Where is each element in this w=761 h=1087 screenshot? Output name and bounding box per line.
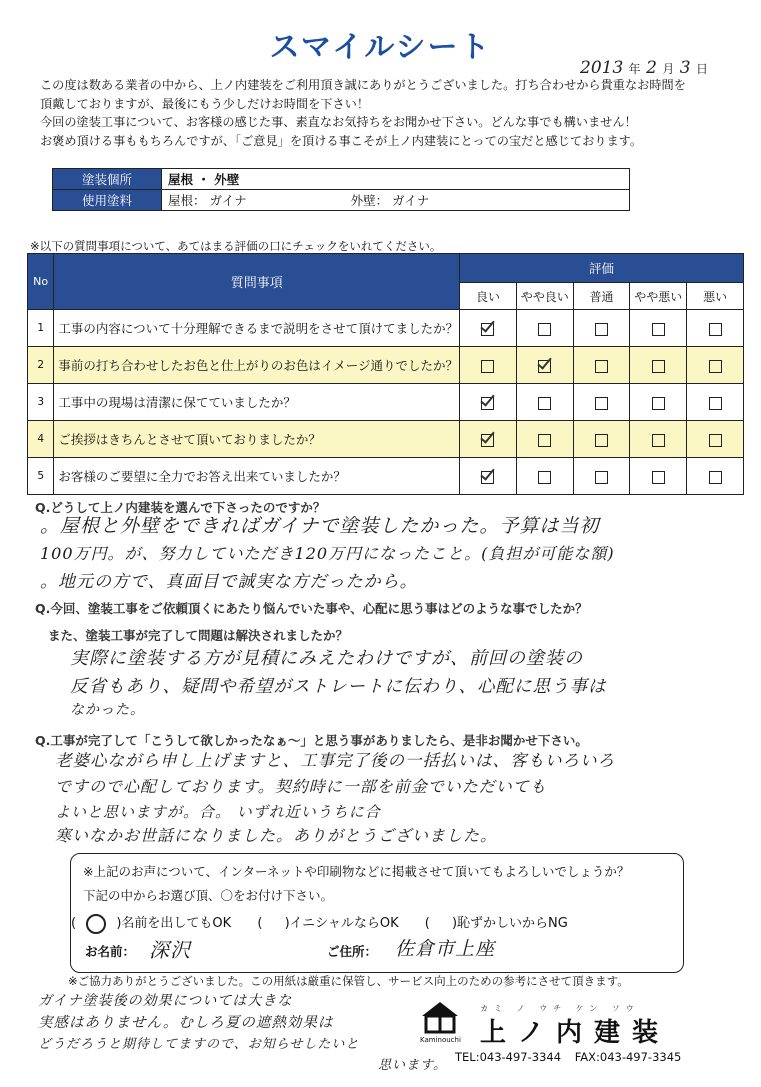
checkbox[interactable] [538, 434, 551, 447]
checkbox[interactable] [481, 471, 494, 484]
extra-comment: ガイナ塗装後の効果については大きな 実感はありません。むしろ夏の遮熱効果は どうだろうと期待してますので、お知らせしたいと 思います。 [38, 993, 447, 1073]
checkbox[interactable] [595, 323, 608, 336]
footer-note: ※ご協力ありがとうございました。この用紙は厳重に保管し、サービス向上のための参考にさせて頂きます。 [68, 974, 629, 988]
checkbox[interactable] [538, 397, 551, 410]
paint-label: 使用塗料 [53, 190, 162, 211]
rating-fair-good: やや良い [516, 283, 573, 310]
tel: TEL:043-497-3344 [455, 1050, 562, 1064]
checkbox[interactable] [538, 323, 551, 336]
checkbox[interactable] [709, 434, 722, 447]
checkbox[interactable] [709, 397, 722, 410]
checkbox[interactable] [481, 397, 494, 410]
checkbox[interactable] [538, 471, 551, 484]
rating-normal: 普通 [573, 283, 630, 310]
sheet-title: スマイルシート [269, 30, 492, 65]
q3-answer: 老婆心ながら申し上げますと、工事完了後の一括払いは、客もいろいろ ですので心配しております。契約時に一部を前金でいただいても よいと思いますが。合。 いずれ近いうちに合 寒いなかお世話になりました。ありがとうございました。 [55, 751, 615, 845]
table-row: 4 ご挨拶はきちんとさせて頂いておりましたか？ [28, 421, 744, 458]
contact-info [455, 1050, 681, 1064]
area-value: 屋根 ・ 外壁 [162, 169, 630, 190]
house-mark-icon [420, 1000, 460, 1034]
date: 2013 年 2 月 3 日 [580, 58, 708, 78]
checkbox[interactable] [652, 471, 665, 484]
check-note: ※以下の質問事項について、あてはまる評価の口にチェックをいれてください。 [30, 239, 442, 253]
q1-answer: 。屋根と外壁をできればガイナで塗装したかった。予算は当初 100万円。が、努力していただき120万円になったこと。(負担が可能な額) 。地元の方で、真面目で誠実な方だったから。 [40, 515, 615, 592]
checkbox[interactable] [481, 360, 494, 373]
q2-label: Q.今回、塗装工事をご依頼頂くにあたり悩んでいた事や、心配に思う事はどのような事でしたか？ [35, 601, 588, 616]
checkbox[interactable] [652, 360, 665, 373]
checkbox[interactable] [709, 323, 722, 336]
selected-circle-mark [86, 914, 106, 934]
checkbox[interactable] [652, 434, 665, 447]
consent-question: ※上記のお声について、インターネットや印刷物などに掲載させて頂いてもよろしいでしょうか？ [83, 864, 630, 879]
option-ng[interactable]: )恥ずかしいからNG [451, 916, 568, 931]
checkbox[interactable] [481, 434, 494, 447]
address-label: ご住所： [327, 944, 378, 959]
table-row: 5 お客様のご要望に全力でお答え出来ていましたか？ [28, 458, 744, 495]
q2-answer: 実際に塗装する方が見積にみえたわけですが、前回の塗装の 反省もあり、疑問や希望がストレートに伝わり、心配に思う事は なかった。 [70, 648, 607, 718]
fax: FAX:043-497-3345 [574, 1050, 682, 1064]
checkbox[interactable] [709, 360, 722, 373]
no-header: No [28, 254, 54, 310]
rating-good: 良い [460, 283, 517, 310]
question-header: 質問事項 [54, 254, 460, 310]
checkbox[interactable] [481, 323, 494, 336]
q3-label: Q.工事が完了して「こうして欲しかったなぁ～」と思う事がありましたら、是非お聞かせ下さい。 [35, 733, 588, 748]
checkbox[interactable] [709, 471, 722, 484]
consent-options: ( )名前を出してもOK ( )イニシャルならOK ( )恥ずかしいからNG [71, 912, 568, 934]
table-row: 2 事前の打ち合わせしたお色と仕上がりのお色はイメージ通りでしたか？ [28, 347, 744, 384]
address-value: 佐倉市上座 [395, 938, 496, 960]
rating-bad: 悪い [687, 283, 744, 310]
checkbox[interactable] [652, 397, 665, 410]
q2-label-2: また、塗装工事が完了して問題は解決されましたか？ [48, 628, 349, 643]
consent-instruction: 下記の中からお選び頂、〇をお付け下さい。 [83, 888, 334, 903]
company-logo: Kaminouchi [420, 1000, 461, 1044]
rating-fair-bad: やや悪い [630, 283, 687, 310]
consent-box [70, 853, 684, 973]
paint-info-table [52, 168, 630, 211]
table-row: 1 工事の内容について十分理解できるまで説明をさせて頂けてましたか？ [28, 310, 744, 347]
checkbox[interactable] [652, 323, 665, 336]
checkbox[interactable] [595, 397, 608, 410]
checkbox[interactable] [595, 471, 608, 484]
brand-ruby: カミ ノ ウチ ケン ソウ [480, 1004, 640, 1013]
intro-text: この度は数ある業者の中から、上ノ内建装をご利用頂き誠にありがとうございました。打ち合わせから貴重なお時間を 頂戴しておりますが、最後にもう少しだけお時間を下さい！ 今回の塗装工事について、お客様の感じた事、素直なお気持ちをお聞かせ下さい。どんな事でも構いません！ お褒め頂ける事ももちろんですが、「ご意見」を頂ける事こそが上ノ内建装にとっての宝だと感じております。 [40, 78, 686, 148]
area-label: 塗装個所 [53, 169, 162, 190]
name-value: 深沢 [149, 938, 191, 962]
eval-header: 評価 [460, 254, 744, 283]
checkbox[interactable] [595, 434, 608, 447]
checkbox[interactable] [538, 360, 551, 373]
paint-value: 屋根： ガイナ 外壁： ガイナ [162, 190, 630, 211]
rating-table [27, 253, 744, 495]
brand-name: 上ノ内建装 [480, 1018, 671, 1048]
name-label: お名前： [85, 944, 136, 959]
option-initial-ok[interactable]: )イニシャルならOK [284, 916, 399, 931]
q1-label: Q.どうして上ノ内建装を選んで下さったのですか？ [35, 500, 326, 515]
option-name-ok[interactable]: )名前を出してもOK [116, 916, 232, 931]
table-row: 3 工事中の現場は清潔に保てていましたか？ [28, 384, 744, 421]
checkbox[interactable] [595, 360, 608, 373]
